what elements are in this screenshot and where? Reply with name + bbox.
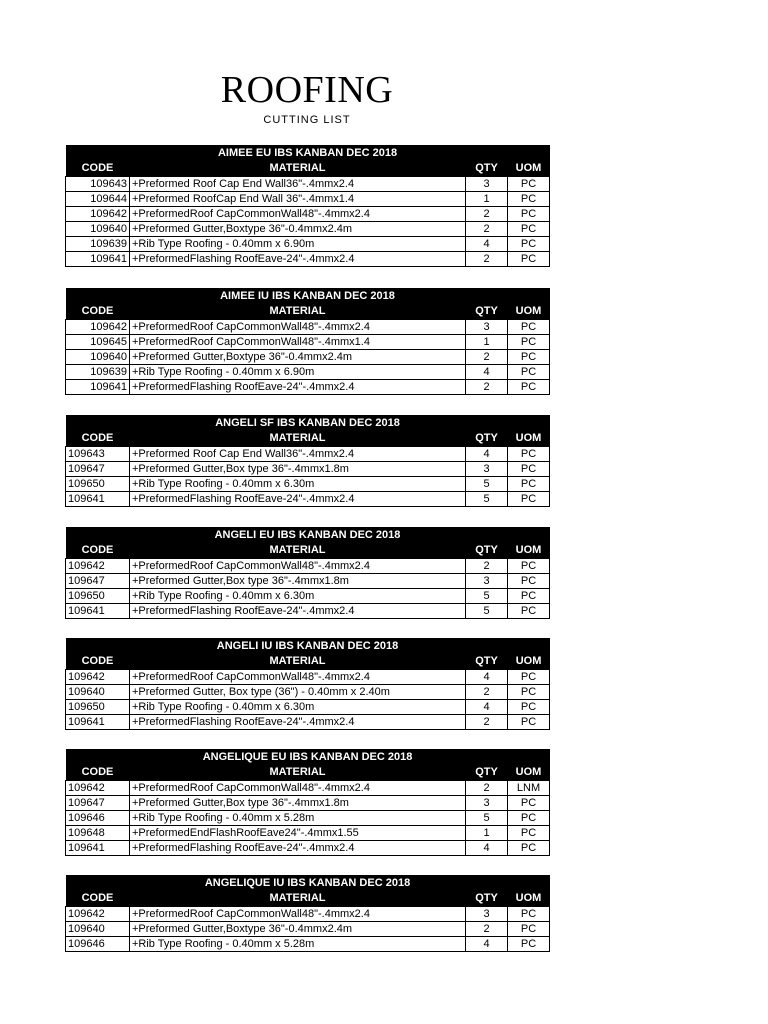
cell-uom: PC [508, 320, 550, 335]
cell-material: +Rib Type Roofing - 0.40mm x 6.30m [130, 589, 466, 604]
cell-code: 109650 [66, 477, 130, 492]
cell-uom: PC [508, 177, 550, 192]
cell-uom: PC [508, 685, 550, 700]
table-row [66, 207, 550, 222]
cell-qty: 2 [466, 380, 508, 395]
section-table [65, 749, 549, 856]
cell-material: +Preformed Roof Cap End Wall36"-.4mmx2.4 [130, 177, 466, 192]
header-material: MATERIAL [130, 543, 466, 559]
cell-qty: 2 [466, 685, 508, 700]
cell-qty: 3 [466, 574, 508, 589]
table-row [66, 447, 550, 462]
table-row [66, 574, 550, 589]
cell-uom: PC [508, 670, 550, 685]
cell-code: 109647 [66, 796, 130, 811]
cell-qty: 4 [466, 365, 508, 380]
page-title: ROOFING [220, 69, 394, 111]
table-row [66, 492, 550, 507]
cell-uom: PC [508, 350, 550, 365]
cell-uom: PC [508, 222, 550, 237]
cell-material: +Preformed Gutter,Box type 36"-.4mmx1.8m [130, 796, 466, 811]
cell-qty: 4 [466, 841, 508, 856]
cell-material: +PreformedFlashing RoofEave-24"-.4mmx2.4 [130, 492, 466, 507]
cell-code: 109643 [66, 447, 130, 462]
section-title: AIMEE IU IBS KANBAN DEC 2018 [66, 288, 550, 304]
cell-uom: PC [508, 922, 550, 937]
kanban-table [65, 415, 550, 507]
header-code: CODE [66, 891, 130, 907]
header-code: CODE [66, 304, 130, 320]
header-uom: UOM [508, 654, 550, 670]
kanban-table [65, 145, 550, 267]
cell-uom: PC [508, 841, 550, 856]
cell-code: 109645 [66, 335, 130, 350]
table-row [66, 559, 550, 574]
section-table [65, 288, 549, 395]
header-qty: QTY [466, 765, 508, 781]
table-row [66, 715, 550, 730]
cell-material: +PreformedRoof CapCommonWall48"-.4mmx2.4 [130, 320, 466, 335]
cell-uom: PC [508, 700, 550, 715]
header-material: MATERIAL [130, 765, 466, 781]
cell-code: 109642 [66, 207, 130, 222]
table-row [66, 685, 550, 700]
header-code: CODE [66, 765, 130, 781]
cell-uom: PC [508, 477, 550, 492]
header-code: CODE [66, 431, 130, 447]
table-row [66, 462, 550, 477]
cell-qty: 2 [466, 922, 508, 937]
cell-code: 109639 [66, 237, 130, 252]
cell-uom: PC [508, 252, 550, 267]
cell-qty: 5 [466, 811, 508, 826]
cell-material: +PreformedRoof CapCommonWall48"-.4mmx2.4 [130, 781, 466, 796]
section-title: AIMEE EU IBS KANBAN DEC 2018 [66, 145, 550, 161]
header-uom: UOM [508, 431, 550, 447]
cell-qty: 2 [466, 781, 508, 796]
cell-material: +PreformedRoof CapCommonWall48"-.4mmx2.4 [130, 670, 466, 685]
kanban-table [65, 749, 550, 856]
cell-code: 109640 [66, 685, 130, 700]
cell-material: +PreformedRoof CapCommonWall48"-.4mmx1.4 [130, 335, 466, 350]
table-row [66, 335, 550, 350]
header-qty: QTY [466, 431, 508, 447]
section-title: ANGELI EU IBS KANBAN DEC 2018 [66, 527, 550, 543]
cell-code: 109642 [66, 670, 130, 685]
cell-uom: PC [508, 207, 550, 222]
table-row [66, 604, 550, 619]
table-row [66, 380, 550, 395]
table-row [66, 811, 550, 826]
cell-material: +Rib Type Roofing - 0.40mm x 6.30m [130, 700, 466, 715]
section-title: ANGELI IU IBS KANBAN DEC 2018 [66, 638, 550, 654]
cell-code: 109641 [66, 380, 130, 395]
header-qty: QTY [466, 654, 508, 670]
header-material: MATERIAL [130, 161, 466, 177]
header-code: CODE [66, 654, 130, 670]
cell-material: +PreformedFlashing RoofEave-24"-.4mmx2.4 [130, 841, 466, 856]
table-row [66, 177, 550, 192]
cell-uom: PC [508, 811, 550, 826]
cell-material: +PreformedFlashing RoofEave-24"-.4mmx2.4 [130, 252, 466, 267]
table-row [66, 700, 550, 715]
cell-uom: PC [508, 380, 550, 395]
cell-uom: PC [508, 796, 550, 811]
table-row [66, 937, 550, 952]
cell-qty: 3 [466, 796, 508, 811]
table-row [66, 670, 550, 685]
header-qty: QTY [466, 891, 508, 907]
cell-qty: 4 [466, 447, 508, 462]
header-material: MATERIAL [130, 891, 466, 907]
cell-qty: 1 [466, 826, 508, 841]
header-uom: UOM [508, 543, 550, 559]
cell-material: +Preformed Gutter,Boxtype 36"-0.4mmx2.4m [130, 222, 466, 237]
cell-uom: PC [508, 589, 550, 604]
cell-code: 109647 [66, 462, 130, 477]
table-row [66, 922, 550, 937]
section-title: ANGELIQUE EU IBS KANBAN DEC 2018 [66, 749, 550, 765]
table-row [66, 252, 550, 267]
cell-uom: PC [508, 237, 550, 252]
cell-material: +PreformedRoof CapCommonWall48"-.4mmx2.4 [130, 907, 466, 922]
kanban-table [65, 638, 550, 730]
cell-material: +Rib Type Roofing - 0.40mm x 6.90m [130, 237, 466, 252]
cell-qty: 4 [466, 937, 508, 952]
cell-code: 109641 [66, 715, 130, 730]
cell-uom: PC [508, 907, 550, 922]
header-uom: UOM [508, 891, 550, 907]
cell-qty: 5 [466, 477, 508, 492]
cell-material: +Preformed Roof Cap End Wall36"-.4mmx2.4 [130, 447, 466, 462]
header-qty: QTY [466, 161, 508, 177]
cell-uom: PC [508, 462, 550, 477]
cell-qty: 5 [466, 492, 508, 507]
cell-qty: 3 [466, 320, 508, 335]
table-row [66, 192, 550, 207]
kanban-table [65, 875, 550, 952]
cell-material: +PreformedRoof CapCommonWall48"-.4mmx2.4 [130, 559, 466, 574]
cell-material: +Rib Type Roofing - 0.40mm x 6.30m [130, 477, 466, 492]
cell-code: 109639 [66, 365, 130, 380]
table-row [66, 350, 550, 365]
cell-qty: 4 [466, 670, 508, 685]
cell-code: 109640 [66, 350, 130, 365]
header-material: MATERIAL [130, 304, 466, 320]
cell-uom: PC [508, 492, 550, 507]
cell-material: +Rib Type Roofing - 0.40mm x 5.28m [130, 937, 466, 952]
header-uom: UOM [508, 304, 550, 320]
cell-code: 109641 [66, 841, 130, 856]
cell-code: 109643 [66, 177, 130, 192]
cell-code: 109646 [66, 811, 130, 826]
header-qty: QTY [466, 543, 508, 559]
header-material: MATERIAL [130, 431, 466, 447]
table-row [66, 826, 550, 841]
table-row [66, 841, 550, 856]
cell-code: 109642 [66, 559, 130, 574]
section-table [65, 527, 549, 619]
cell-uom: PC [508, 937, 550, 952]
cell-code: 109648 [66, 826, 130, 841]
cell-code: 109642 [66, 781, 130, 796]
cell-uom: PC [508, 715, 550, 730]
cell-code: 109642 [66, 907, 130, 922]
cell-code: 109641 [66, 492, 130, 507]
cell-material: +PreformedRoof CapCommonWall48"-.4mmx2.4 [130, 207, 466, 222]
cell-uom: PC [508, 335, 550, 350]
cell-qty: 1 [466, 192, 508, 207]
cell-qty: 3 [466, 462, 508, 477]
cell-qty: 4 [466, 237, 508, 252]
table-row [66, 796, 550, 811]
section-table [65, 875, 549, 952]
kanban-table [65, 527, 550, 619]
header-qty: QTY [466, 304, 508, 320]
cell-qty: 1 [466, 335, 508, 350]
cell-qty: 2 [466, 252, 508, 267]
cell-qty: 2 [466, 559, 508, 574]
table-row [66, 222, 550, 237]
cell-material: +PreformedFlashing RoofEave-24"-.4mmx2.4 [130, 380, 466, 395]
cell-code: 109647 [66, 574, 130, 589]
cell-qty: 2 [466, 207, 508, 222]
cell-qty: 3 [466, 907, 508, 922]
cell-code: 109646 [66, 937, 130, 952]
cell-qty: 5 [466, 604, 508, 619]
header-code: CODE [66, 161, 130, 177]
cell-material: +Preformed Gutter,Box type 36"-.4mmx1.8m [130, 574, 466, 589]
cell-material: +Rib Type Roofing - 0.40mm x 6.90m [130, 365, 466, 380]
cell-material: +Preformed RoofCap End Wall 36"-.4mmx1.4 [130, 192, 466, 207]
cell-uom: PC [508, 574, 550, 589]
header-uom: UOM [508, 765, 550, 781]
cell-code: 109641 [66, 604, 130, 619]
cell-qty: 3 [466, 177, 508, 192]
cell-material: +Preformed Gutter,Boxtype 36"-0.4mmx2.4m [130, 350, 466, 365]
cell-code: 109641 [66, 252, 130, 267]
cell-qty: 2 [466, 715, 508, 730]
cell-material: +PreformedEndFlashRoofEave24"-.4mmx1.55 [130, 826, 466, 841]
cell-qty: 2 [466, 222, 508, 237]
cell-material: +Preformed Gutter,Box type 36"-.4mmx1.8m [130, 462, 466, 477]
cell-uom: PC [508, 365, 550, 380]
header-code: CODE [66, 543, 130, 559]
cell-uom: PC [508, 447, 550, 462]
section-table [65, 415, 549, 507]
cell-code: 109644 [66, 192, 130, 207]
cell-material: +PreformedFlashing RoofEave-24"-.4mmx2.4 [130, 604, 466, 619]
kanban-table [65, 288, 550, 395]
cell-code: 109650 [66, 589, 130, 604]
cell-uom: PC [508, 559, 550, 574]
table-row [66, 907, 550, 922]
cell-material: +Rib Type Roofing - 0.40mm x 5.28m [130, 811, 466, 826]
cell-code: 109640 [66, 922, 130, 937]
cell-qty: 5 [466, 589, 508, 604]
cell-qty: 4 [466, 700, 508, 715]
section-title: ANGELI SF IBS KANBAN DEC 2018 [66, 415, 550, 431]
cell-material: +Preformed Gutter,Boxtype 36"-0.4mmx2.4m [130, 922, 466, 937]
table-row [66, 320, 550, 335]
table-row [66, 781, 550, 796]
cell-uom: PC [508, 604, 550, 619]
cell-material: +Preformed Gutter, Box type (36") - 0.40mm x 2.40m [130, 685, 466, 700]
section-table [65, 638, 549, 730]
table-row [66, 589, 550, 604]
cell-material: +PreformedFlashing RoofEave-24"-.4mmx2.4 [130, 715, 466, 730]
cell-code: 109642 [66, 320, 130, 335]
cell-code: 109640 [66, 222, 130, 237]
header-material: MATERIAL [130, 654, 466, 670]
section-table [65, 145, 549, 267]
section-title: ANGELIQUE IU IBS KANBAN DEC 2018 [66, 875, 550, 891]
cell-uom: LNM [508, 781, 550, 796]
page-subtitle: CUTTING LIST [263, 114, 351, 126]
table-row [66, 237, 550, 252]
cell-uom: PC [508, 192, 550, 207]
cell-qty: 2 [466, 350, 508, 365]
header-uom: UOM [508, 161, 550, 177]
cell-code: 109650 [66, 700, 130, 715]
table-row [66, 365, 550, 380]
cell-uom: PC [508, 826, 550, 841]
table-row [66, 477, 550, 492]
